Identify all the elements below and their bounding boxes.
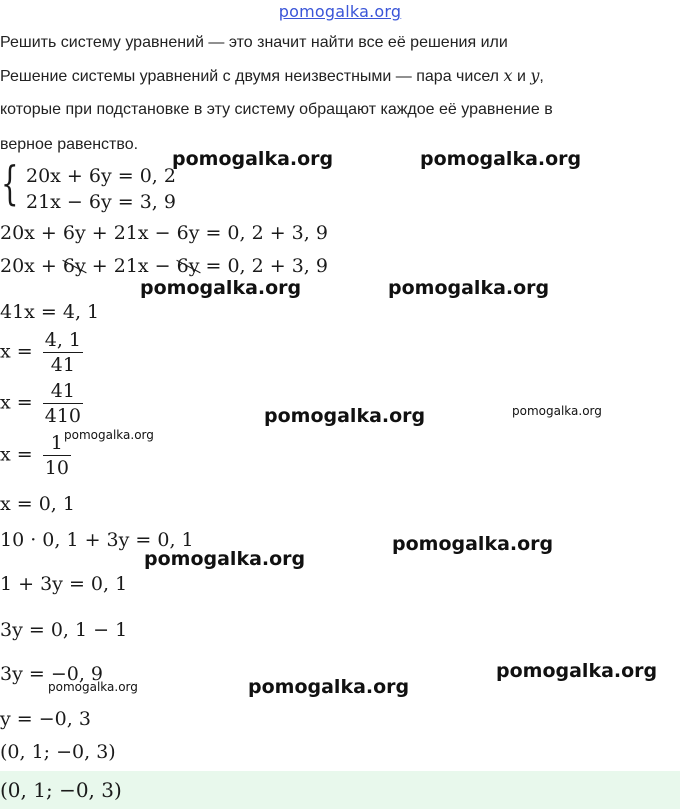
intro-line-2-text: Решение системы уравнений с двумя неизвестными — пара чисел (0, 68, 504, 85)
intro-and: и (512, 68, 531, 85)
intro-line-3: которые при подстановке в эту систему обращают каждое её уравнение в (0, 101, 553, 118)
fraction-2-numerator: 41 (43, 379, 83, 404)
system-equation-2: 21x − 6y = 3, 9 (26, 191, 176, 213)
step-41x: 41x = 4, 1 (0, 301, 100, 323)
watermark-small: pomogalka.org (48, 680, 138, 694)
step-sum: 20x + 6y + 21x − 6y = 0, 2 + 3, 9 (0, 222, 328, 244)
fraction-3-denominator: 10 (44, 457, 69, 479)
fraction-3-numerator: 1 (43, 431, 71, 456)
step-cancel-part-b: + 21x − (85, 255, 177, 277)
answer-text: (0, 1; −0, 3) (0, 778, 122, 802)
var-y: y (530, 66, 540, 85)
step-3y: 3y = −0, 9 (0, 663, 103, 685)
step-fraction-3 (0, 431, 71, 480)
watermark: pomogalka.org (420, 148, 582, 170)
step-fraction-2 (0, 379, 83, 428)
watermark: pomogalka.org (264, 405, 426, 427)
var-x: x (503, 66, 513, 85)
step-cancel (0, 255, 328, 277)
watermark: pomogalka.org (388, 277, 550, 299)
watermark: pomogalka.org (496, 660, 658, 682)
watermark-small: pomogalka.org (512, 404, 602, 418)
system-equation-1: 20x + 6y = 0, 2 (26, 165, 176, 187)
fraction-1 (43, 328, 83, 377)
watermark: pomogalka.org (248, 676, 410, 698)
site-header-link[interactable]: pomogalka.org (278, 2, 402, 21)
cancelled-term-2: 6y (176, 255, 200, 277)
step-isolate: 3y = 0, 1 − 1 (0, 619, 128, 641)
cancelled-term-1: 6y (62, 255, 86, 277)
fraction-2 (43, 379, 83, 428)
system-brace: { (1, 156, 19, 210)
fraction-3-lhs: x = (0, 443, 33, 466)
step-fraction-1 (0, 328, 83, 377)
intro-comma: , (539, 68, 544, 85)
intro-line-2 (0, 66, 544, 86)
step-substitute: 10 · 0, 1 + 3y = 0, 1 (0, 529, 194, 551)
fraction-2-denominator: 410 (44, 405, 81, 427)
fraction-2-lhs: x = (0, 391, 33, 414)
watermark: pomogalka.org (392, 533, 554, 555)
watermark: pomogalka.org (140, 277, 302, 299)
intro-line-1: Решить систему уравнений — это значит найти все её решения или (0, 34, 508, 51)
fraction-1-denominator: 41 (50, 354, 75, 376)
step-y-value: y = −0, 3 (0, 708, 91, 730)
watermark-small: pomogalka.org (64, 428, 154, 442)
watermark: pomogalka.org (172, 148, 334, 170)
intro-line-4: верное равенство. (0, 136, 139, 153)
fraction-1-lhs: x = (0, 340, 33, 363)
step-pair: (0, 1; −0, 3) (0, 741, 116, 763)
watermark: pomogalka.org (144, 548, 306, 570)
step-cancel-part-a: 20x + (0, 255, 63, 277)
fraction-1-numerator: 4, 1 (44, 329, 81, 351)
step-x-value: x = 0, 1 (0, 493, 75, 515)
step-simplify: 1 + 3y = 0, 1 (0, 573, 128, 595)
step-cancel-part-c: = 0, 2 + 3, 9 (199, 255, 328, 277)
